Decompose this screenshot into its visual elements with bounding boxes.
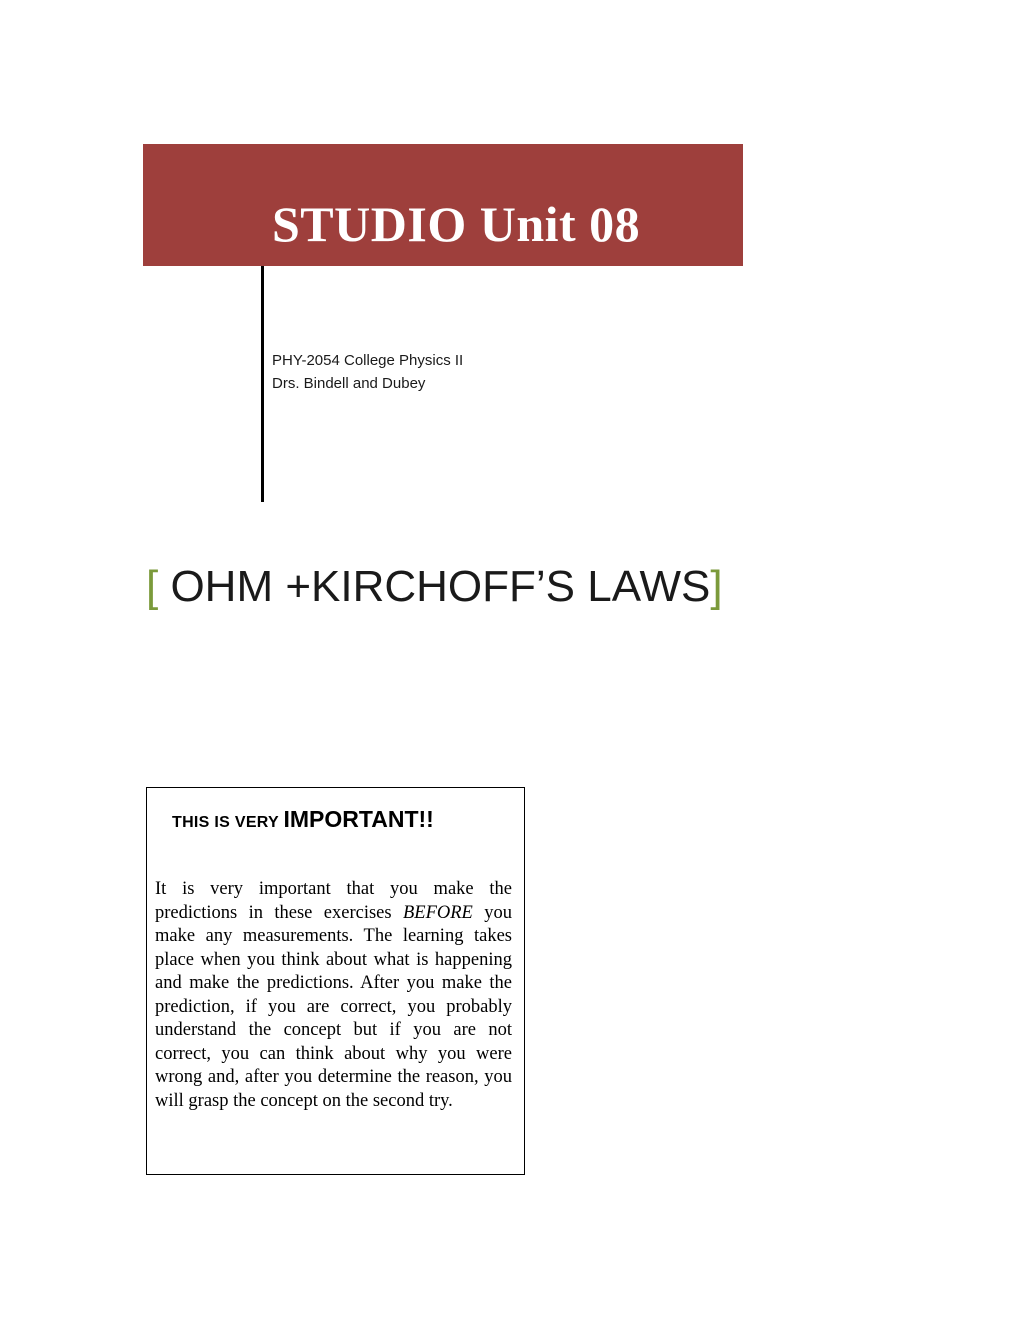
bracket-close: ]	[710, 562, 723, 611]
subject-heading	[146, 560, 906, 614]
callout-body-text	[155, 878, 512, 1113]
bracket-open: [	[146, 562, 159, 611]
callout-heading-small: THIS IS VERY	[172, 814, 284, 831]
course-name: PHY-2054 College Physics II	[272, 352, 464, 369]
vertical-divider	[261, 266, 264, 502]
subject-text: OHM +KIRCHOFF’S LAWS	[158, 562, 711, 611]
callout-body-part1: It is very important that you make the predictions in these exercises	[155, 879, 512, 923]
course-subtitle	[272, 349, 692, 395]
document-title: STUDIO Unit 08	[272, 196, 641, 252]
callout-body-part2: you make any measurements. The learning takes place when you think about what is happening and make the predictions. After you make the prediction, if you are correct, you probably understand the concept but if you are not correct, you can think about why you were wrong and, after you determine the reason, you will grasp the concept on the second try.	[155, 902, 513, 1111]
callout-heading-big: IMPORTANT!!	[283, 806, 434, 832]
callout-body-emphasis: BEFORE	[402, 902, 473, 923]
instructors: Drs. Bindell and Dubey	[272, 375, 426, 392]
callout-heading	[172, 806, 512, 833]
